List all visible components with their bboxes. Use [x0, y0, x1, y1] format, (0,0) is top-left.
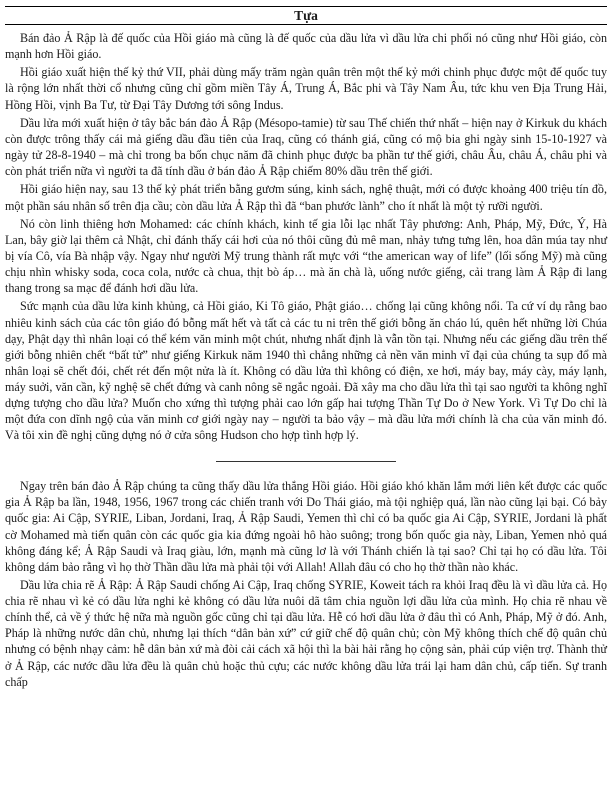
section-1 [5, 30, 607, 443]
paragraph: Ngay trên bán đảo Ả Rập chúng ta cũng thấy dầu lửa thắng Hồi giáo. Hồi giáo khó khăn lắm mới liên kết được các quốc gia Ả Rập ba lần, 1948, 1956, 1967 trong các chiến tranh với Do Thái giáo, mà tội nghiệp quá, lần nào cũng lại bại. Có bảy quốc gia: Ai Cập, SYRIE, Liban, Jordani, Iraq, Ả Rập Saudi, Yemen thì chỉ có ba quốc gia Ai Cập, SYRIE, Jordani là phất cờ Mohamed mà tiến quân còn các quốc gia kia đứng ngoài hô hào suông; trong bốn quốc gia này, Liban, Yemen nhỏ quá không đáng kể; Ả Rập Saudi và Iraq giàu, lớn, mạnh mà cũng lơ là với Thánh chiến là tại sao? Chỉ tại họ có dầu lửa. Tôi không dám bảo rằng vì họ thờ Thần dầu lửa mà phải tội với Allah! Allah đâu có cho họ thờ thần nào khác. [5, 479, 607, 574]
paragraph: Hồi giáo hiện nay, sau 13 thế kỷ phát triển bằng gươm súng, kinh sách, nghệ thuật, mới có được khoảng 400 triệu tín đồ, một phần sáu nhân số trên địa cầu; còn dầu lửa Ả Rập thì đã “ban phước lành” cho ít nhất là một tỷ rưỡi người. [5, 182, 607, 213]
paragraph: Sức mạnh của dầu lửa kinh khủng, cả Hồi giáo, Ki Tô giáo, Phật giáo… chống lại cũng không nổi. Ta cứ ví dụ rằng bao nhiêu kinh sách của các tôn giáo đó bỗng mất hết và tất cả các tu ni trên thế giới bỗng ăn cháo lú, quên hết những lời Chúa dạy, Phật dạy thì nhân loại có thể kém văn minh một chút, nhưng nhất định là vẫn tồn tại. Nhưng nếu các giếng dầu trên thế giới bỗng nhiên chết “bất tử” như giếng Kirkuk năm 1940 thì chẳng những cả nền văn minh vĩ đại của chúng ta sụp đổ mà nhân loại sẽ chết đói, chết rét đến một nửa là ít. Không có dầu lửa thì không có điện, xe hơi, máy bay, máy cày, máy lạnh, máy suởi, văn cần, kỹ nghệ sẽ chết đứng và canh nông sẽ ngắc ngoải. Đã xây ma cho dầu lửa thì tại sao người ta không nghĩ dựng tượng cho dầu lửa? Muốn cho xứng thì tượng phải cao lớn gấp hai tượng Thần Tự Do ở New York. Vì Tự Do chỉ là một đứa con dĩnh ngộ của văn minh cơ giới ngày nay – người ta bảo vậy – mà dầu lửa mới chính là cha của văn minh đó. Và tôi xin đề nghị cũng dựng nó ở cửa sông Hudson cho hợp tình hợp lý. [5, 299, 607, 443]
paragraph: Dầu lửa chia rẽ Ả Rập: Ả Rập Saudi chống Ai Cập, Iraq chống SYRIE, Koweit tách ra khỏi Iraq đều là vì dầu lửa cả. Họ chia rẽ nhau vì kẻ có dầu lửa nghi kẻ không có dầu lửa nuôi dã tâm chia nguồn lợi dầu lửa của mình. Họ chia rẽ nhau về chính thể, cả về ý thức hệ nữa mà nguồn gốc cũng chỉ tại dầu lửa. Hễ có hơi dầu lửa ở đâu thì có Anh, Pháp, Mỹ ở đó. Anh, Pháp là những nước dân chủ, nhưng lại thích “dân bản xứ” cứ giữ chế độ quân chủ; còn Mỹ không thích chế độ quân chủ nhưng có bệnh nhạy cảm: hễ dân bản xứ mà đòi cải cách xã hội thì la bài hải rằng họ cộng sản, phải cúp viện trợ. Thành thử ở Ả Rập, các nước dầu lửa đều là quân chủ hoặc thủ cựu; các nước không dầu lửa trái lại ham dân chủ, cấp tiến. Sự tranh chấp [5, 578, 607, 689]
section-divider [216, 461, 396, 462]
paragraph: Bán đảo Ả Rập là đế quốc của Hồi giáo mà cũng là đế quốc của dầu lửa vì dầu lửa chi phối nó cũng như Hồi giáo, còn mạnh hơn Hồi giáo. [5, 31, 607, 62]
section-2 [5, 478, 607, 689]
paragraph: Hồi giáo xuất hiện thế kỷ thứ VII, phải dùng mấy trăm ngàn quân trên một thế kỷ mới chinh phục được một đế quốc tuy là rộng lớn nhất thời cổ nhưng cũng chỉ gồm miền Tây Á, Trung Á, Bắc phi và Tây Nam Âu, tức khu ven Địa Trung Hải, Hồng Hồi, vịnh Ba Tư, từ Đại Tây Dương tới sông Indus. [5, 65, 607, 112]
paragraph: Dầu lửa mới xuất hiện ở tây bắc bán đảo Ả Rập (Mésopo-tamie) từ sau Thế chiến thứ nhất – hiện nay ở Kirkuk du khách còn được trông thấy cái mả giếng dầu đầu tiên của Iraq, cũng có thánh giá, cũng có mộ bia ghi ngày sinh 15-10-1927 và ngày tử 28-8-1940 – mà chỉ trong ba bốn chục năm đã chinh phục được ba phần tư thế giới, châu Âu, châu Á, châu phi và còn phát triển nữa vì người ta đã tính dầu ở bán đảo Ả Rập chiếm 80% dầu trên thế giới. [5, 115, 607, 179]
page-title: Tựa [5, 6, 607, 25]
paragraph: Nó còn linh thiêng hơn Mohamed: các chính khách, kinh tế gia lỗi lạc nhất Tây phương: Anh, Pháp, Mỹ, Đức, Ý, Hà Lan, bây giờ lại thêm cả Nhật, chỉ đánh thấy cái hơi của nó thôi cũng đủ mê man, nhảy tưng tưng lên, hoa dân múa tay như bị vía Cô, vía Bà nhập vậy. Ngay như người Mỹ trung thành rất mực với “the american way of life” (lối sống Mỹ) mà cũng chịu nhìn whisky soda, coca cola, nước cà chua, thịt bò áp… mà ăn chà là, uống nước giếng, cải trang làm Ả Rập đi lang thang trong sa mạc để đánh hơi dầu lửa. [5, 216, 607, 296]
